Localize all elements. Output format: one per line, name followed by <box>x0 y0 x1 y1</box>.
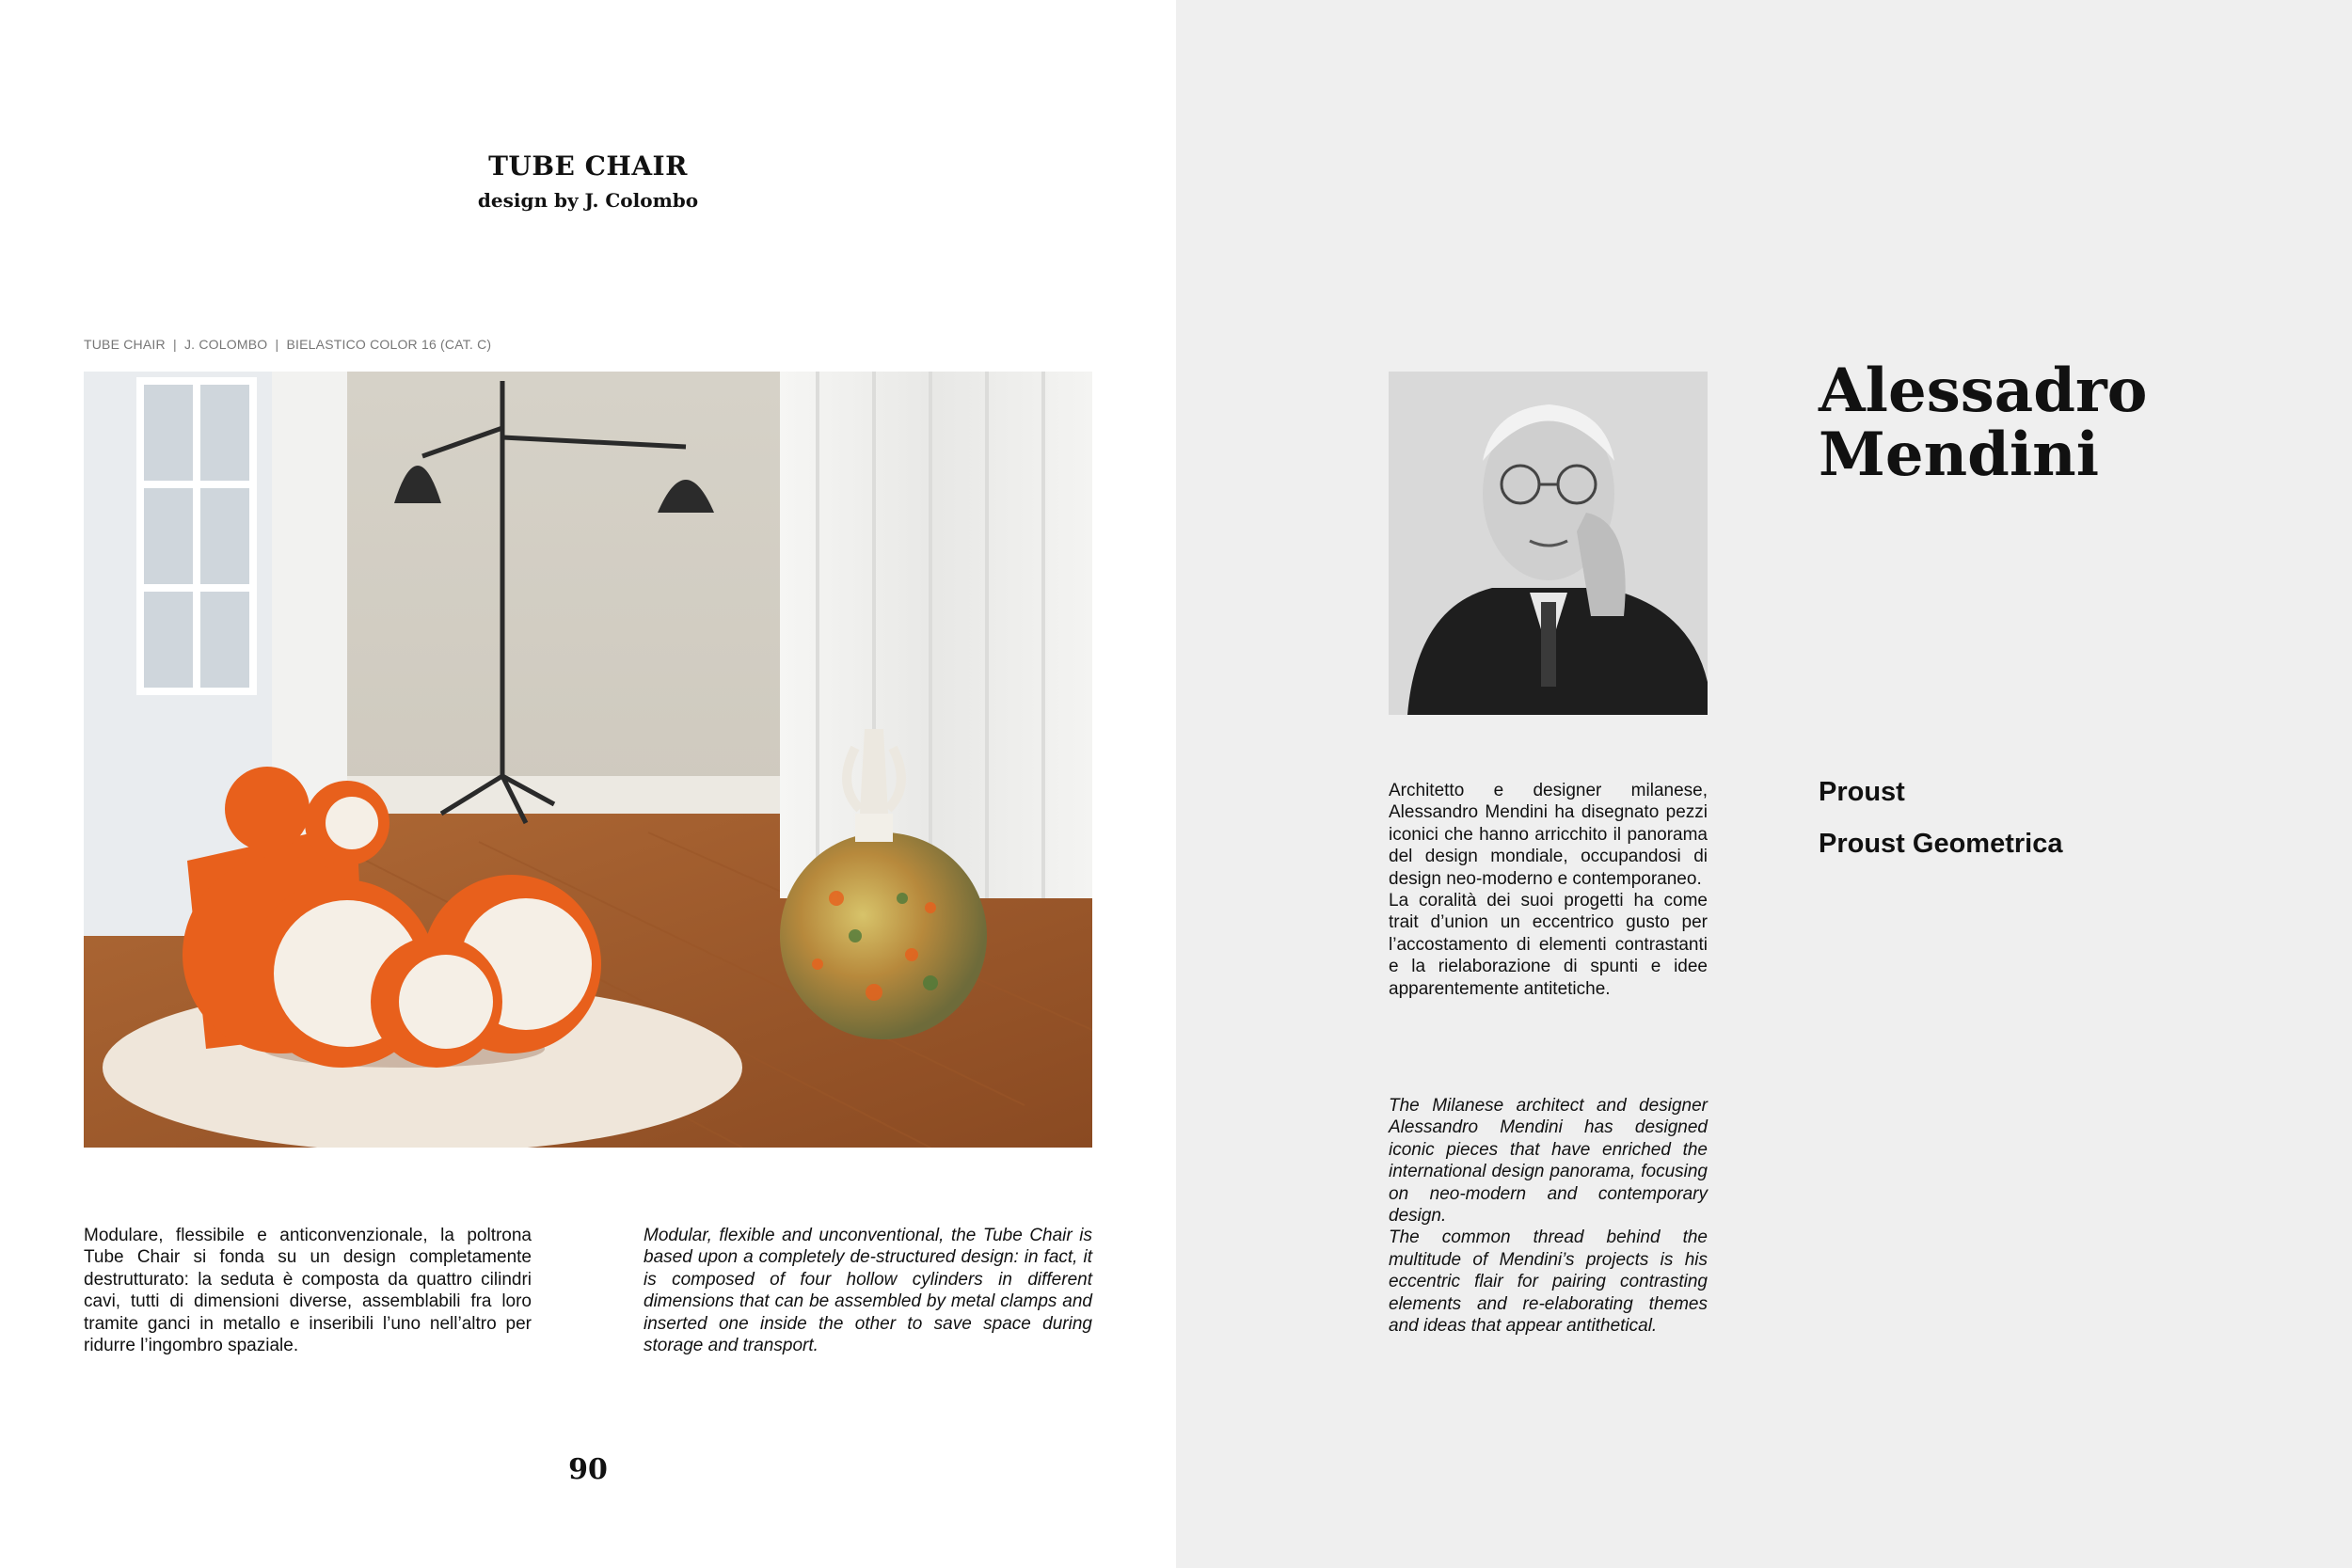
description-english: Modular, flexible and unconventional, the Tube Chair is based upon a completely de-structured design: in fact, it is composed of four hollow cylinders in different dimensions that can be assembled by metal clamps and inserted one inside the other to save space during storage and transport. <box>644 1226 1092 1356</box>
bio-english-p2: The common thread behind the multitude of Mendini’s projects is his eccentric flair for pairing contrasting elements and re-elaborating themes and ideas that appear antithetical. <box>1389 1227 1708 1337</box>
collection-list <box>1819 777 2062 880</box>
collection-item-proust-geometrica: Proust Geometrica <box>1819 829 2063 859</box>
designer-name-line2: Mendini <box>1819 420 2099 490</box>
description-italian: Modulare, flessibile e anticonvenzionale, la poltrona Tube Chair si fonda su un design completamente destrutturato: la seduta è composta da quattro cilindri cavi, tutti di dimensioni diverse, assemblabili fra loro tramite ganci in metallo e inseribili l’uno nell’altro per ridurre l’ingombro spaziale. <box>84 1226 532 1356</box>
collection-item-proust: Proust <box>1819 777 1905 807</box>
page-number: 90 <box>568 1453 608 1486</box>
bio-italian-p1: Architetto e designer milanese, Alessandro Mendini ha disegnato pezzi iconici che hanno arricchito il panorama del design mondiale, occupandosi di design neo-moderno e contemporaneo. <box>1389 781 1708 889</box>
right-page <box>1176 0 2352 1568</box>
tube-chair-photo <box>84 372 1092 1148</box>
product-title: TUBE CHAIR <box>488 150 688 182</box>
product-subtitle: design by J. Colombo <box>477 189 699 212</box>
designer-portrait <box>1389 372 1708 715</box>
designer-name-line1: Alessadro <box>1819 356 2148 426</box>
photo-caption: TUBE CHAIR | J. COLOMBO | BIELASTICO COLOR 16 (CAT. C) <box>84 337 492 352</box>
title-block <box>0 150 1176 212</box>
bio-italian <box>1389 780 1708 1000</box>
bio-english <box>1389 1095 1708 1337</box>
bio-english-p1: The Milanese architect and designer Alessandro Mendini has designed iconic pieces that have enriched the international design panorama, focusing on neo-modern and contemporary design. <box>1389 1096 1708 1227</box>
bio-italian-p2: La coralità dei suoi progetti ha come trait d’union un eccentrico gusto per l’accostamento di elementi contrastanti e la rielaborazione di spunti e idee apparentemente antitetiche. <box>1389 891 1708 999</box>
designer-name <box>1819 356 2148 490</box>
